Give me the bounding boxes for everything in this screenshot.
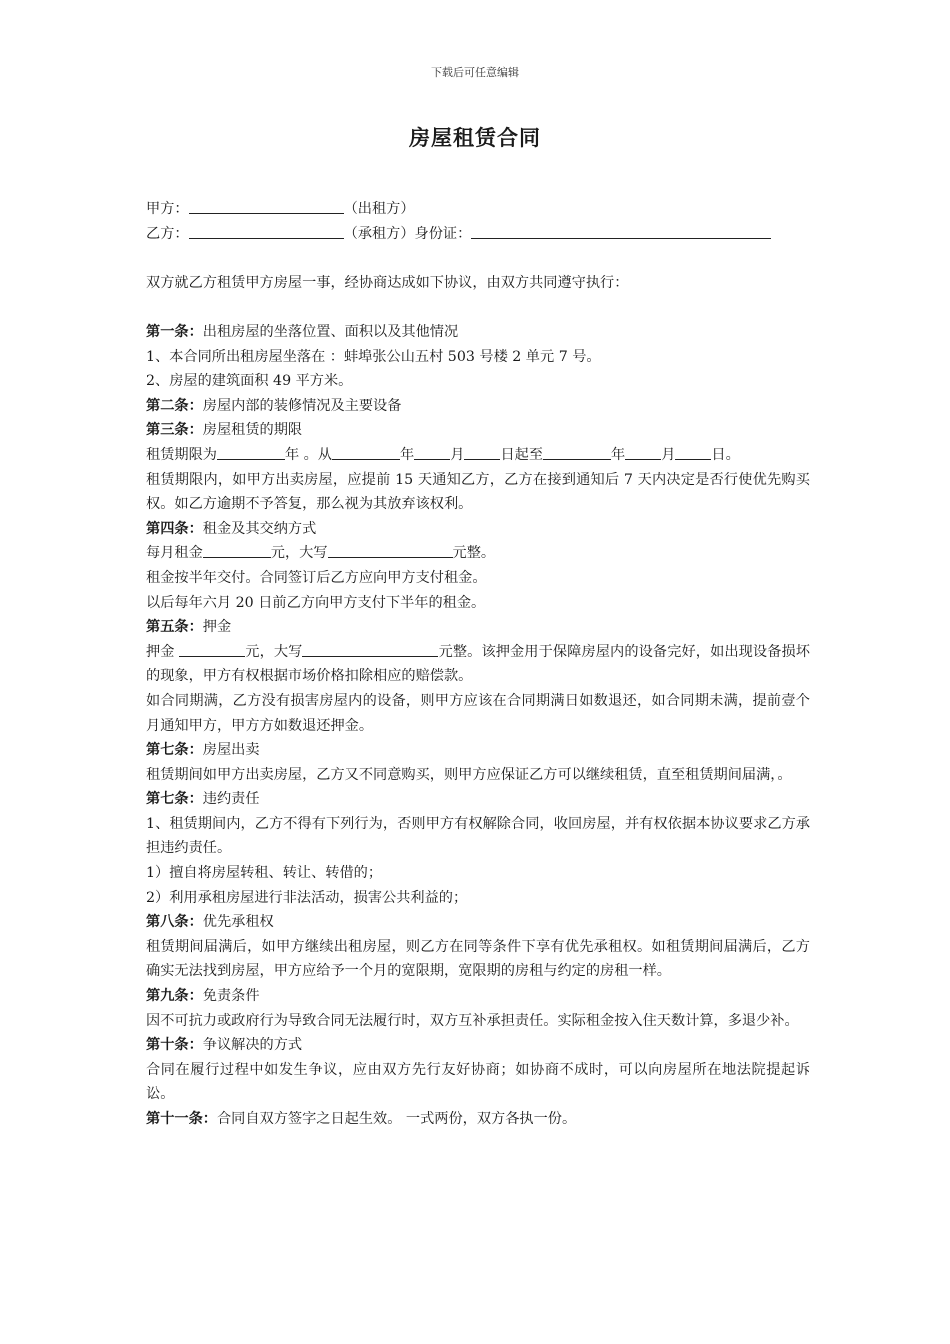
start-month-blank (414, 444, 450, 460)
rent-text: 元，大写 (270, 545, 328, 562)
term-text: 租赁期限为 (146, 446, 217, 463)
rent-text: 每月租金 (146, 545, 203, 562)
term-years-blank (217, 444, 285, 460)
rent-words-blank (328, 542, 453, 558)
parties-section (146, 197, 810, 246)
deposit-text: 押金 (146, 643, 180, 660)
header-note: 下载后可任意编辑 (431, 66, 519, 79)
term-text: 年 。从 (284, 446, 333, 463)
article-9-paragraph: 因不可抗力或政府行为导致合同无法履行时，双方互补承担责任。实际租金按入住天数计算，多退少补。 (146, 1012, 799, 1029)
article-title: 押金 (202, 619, 232, 636)
article-11-line (146, 1107, 810, 1132)
article-number: 第九条： (146, 988, 203, 1005)
article-7-item-1: 1）擅自将房屋转租、转让、转借的； (146, 865, 383, 882)
article-6-paragraph: 租赁期间如甲方出卖房屋，乙方又不同意购买，则甲方应保证乙方可以继续租赁，直至租赁期间届满，。 (146, 766, 792, 783)
start-day-blank (464, 444, 500, 460)
term-text: 年 (400, 446, 415, 463)
article-number: 第十一条： (146, 1111, 217, 1127)
end-year-blank (543, 444, 611, 460)
article-3-term-line (146, 443, 810, 468)
article-number: 第一条： (146, 324, 203, 340)
deposit-words-blank (302, 641, 438, 657)
party-b-name-blank (189, 223, 344, 239)
party-a-role: （出租方） (343, 201, 415, 217)
article-9-heading (146, 984, 810, 1009)
article-title: 房屋租赁的期限 (202, 422, 303, 439)
rent-amount-blank (203, 542, 271, 558)
article-title: 免责条件 (202, 988, 260, 1005)
deposit-text: 元，大写 (245, 643, 303, 660)
article-3-paragraph: 租赁期限内，如甲方出卖房屋，应提前 15 天通知乙方，乙方在接到通知后 7 天内决定是否行使优先购买权。如乙方逾期不予答复，那么视为其放弃该权利。 (146, 471, 810, 513)
article-number: 第四条： (146, 520, 203, 537)
article-7-item-2: 2）利用承租房屋进行非法活动，损害公共利益的； (146, 889, 468, 906)
article-number: 第七条： (146, 742, 203, 759)
article-title: 违约责任 (202, 791, 260, 808)
end-day-blank (675, 444, 711, 460)
intro-paragraph: 双方就乙方租赁甲方房屋一事，经协商达成如下协议，由双方共同遵守执行： (146, 275, 629, 291)
term-text: 日起至 (500, 446, 544, 463)
article-10-paragraph: 合同在履行过程中如发生争议，应由双方先行友好协商；如协商不成时，可以向房屋所在地法院提起诉讼。 (146, 1061, 810, 1103)
article-4-rent-line (146, 541, 810, 566)
article-2-heading (146, 394, 810, 419)
article-title: 房屋出卖 (202, 742, 260, 759)
article-number: 第七条： (146, 791, 203, 808)
deposit-amount-blank (179, 641, 245, 657)
article-number: 第十条： (146, 1037, 203, 1054)
article-number: 第八条： (146, 914, 203, 931)
article-4-payment-line: 租金按半年交付。合同签订后乙方应向甲方支付租金。 (146, 569, 487, 586)
rent-text: 元整。 (452, 545, 496, 562)
article-6-heading (146, 738, 810, 763)
document-title: 房屋租赁合同 (409, 125, 541, 150)
term-text: 年 (611, 446, 626, 463)
article-1-area: 2、房屋的建筑面积 49 平方米。 (146, 373, 353, 390)
party-a-line (146, 197, 810, 222)
article-5-deposit-paragraph (146, 640, 810, 689)
article-8-heading (146, 910, 810, 935)
article-4-heading (146, 517, 810, 542)
party-b-line (146, 222, 810, 247)
article-5-refund-paragraph: 如合同期满，乙方没有损害房屋内的设备，则甲方应该在合同期满日如数退还，如合同期未满，提前壹个月通知甲方，甲方方如数退还押金。 (146, 692, 810, 734)
article-4-schedule-line: 以后每年六月 20 日前乙方向甲方支付下半年的租金。 (146, 594, 486, 611)
party-b-role: （承租方）身份证： (343, 225, 472, 242)
article-8-paragraph: 租赁期间届满后，如甲方继续出租房屋，则乙方在同等条件下享有优先承租权。如租赁期间届满后，乙方确实无法找到房屋，甲方应给予一个月的宽限期，宽限期的房租与约定的房租一样。 (146, 938, 810, 980)
article-title: 出租房屋的坐落位置、面积以及其他情况 (202, 324, 459, 340)
party-a-name-blank (189, 198, 344, 214)
article-text: 合同自双方签字之日起生效。 一式两份，双方各执一份。 (216, 1111, 577, 1127)
article-title: 争议解决的方式 (202, 1037, 303, 1054)
article-7-heading (146, 787, 810, 812)
article-number: 第五条： (146, 619, 203, 636)
party-b-id-blank (471, 223, 771, 239)
article-7-paragraph: 1、租赁期间内，乙方不得有下列行为，否则甲方有权解除合同，收回房屋，并有权依据本协议要求乙方承担违约责任。 (146, 815, 810, 857)
article-5-heading (146, 615, 810, 640)
article-1-heading (146, 320, 810, 345)
term-text: 月 (661, 446, 676, 463)
start-year-blank (332, 444, 400, 460)
article-title: 租金及其交纳方式 (202, 520, 317, 537)
term-text: 月 (450, 446, 465, 463)
party-a-label: 甲方： (146, 201, 189, 217)
article-number: 第二条： (146, 397, 203, 414)
article-title: 房屋内部的装修情况及主要设备 (202, 397, 402, 414)
article-1-location: 1、本合同所出租房屋坐落在 ：蚌埠张公山五村 503 号楼 2 单元 7 号。 (146, 348, 601, 365)
article-3-heading (146, 418, 810, 443)
article-number: 第三条： (146, 422, 203, 439)
term-text: 日。 (711, 446, 740, 463)
article-title: 优先承租权 (202, 914, 274, 931)
article-10-heading (146, 1033, 810, 1058)
contract-articles (146, 320, 810, 1132)
party-b-label: 乙方： (146, 225, 189, 242)
deposit-text: 元整。该押金用于保障房屋内的设备完好，如出现设备损坏的现象，甲方有权根据市场价格扣除相应的赔偿款。 (146, 643, 810, 685)
end-month-blank (625, 444, 661, 460)
